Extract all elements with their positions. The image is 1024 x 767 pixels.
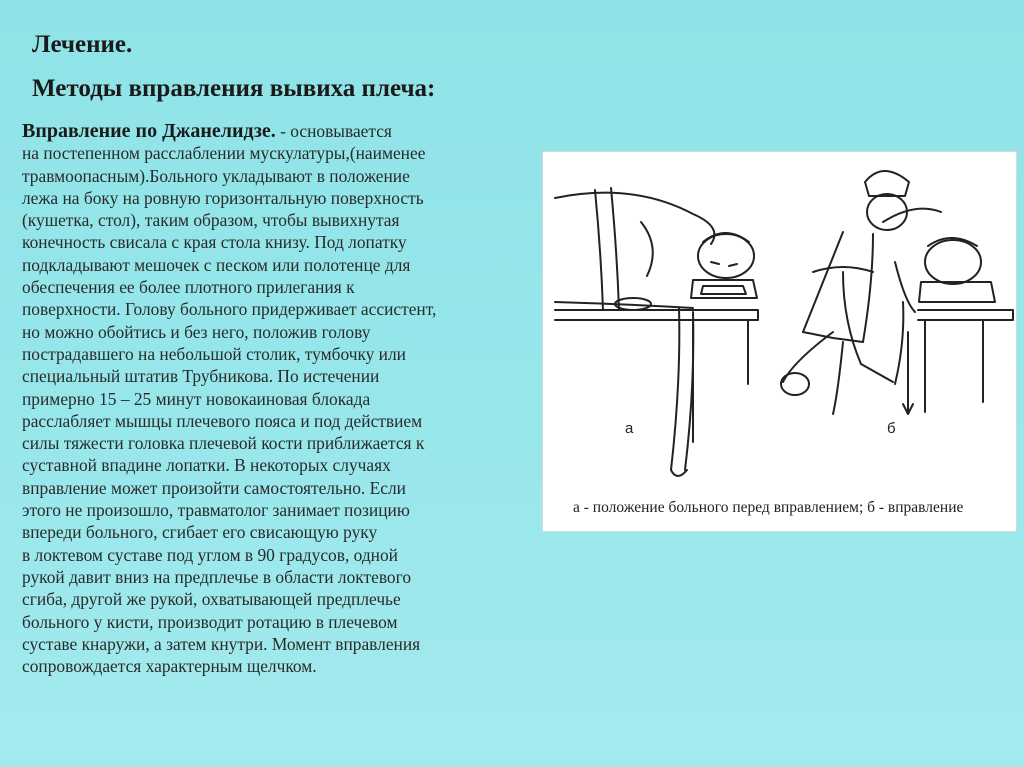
text-line: суставной впадине лопатки. В некоторых случаях (22, 455, 391, 476)
text-line: сопровождается характерным щелчком. (22, 656, 317, 677)
text-line: пострадавшего на небольшой столик, тумбочку или (22, 343, 406, 364)
method-name: Вправление по Джанелидзе. (22, 120, 276, 142)
figure-caption: а - положение больного перед вправлением; б - вправление (573, 499, 964, 516)
panel-a-label: а (625, 420, 634, 437)
text-line: но можно обойтись и без него, положив голову (22, 321, 371, 342)
text-line: (кушетка, стол), таким образом, чтобы вывихнутая (22, 210, 400, 231)
text-line: расслабляет мышцы плечевого пояса и под действием (22, 410, 423, 431)
panel-b-label: б (887, 420, 896, 437)
text-line: больного у кисти, производит ротацию в плечевом (22, 611, 398, 632)
panel-b-doctor-reducing (781, 171, 1013, 414)
text-line: лежа на боку на ровную горизонтальную поверхность (22, 187, 424, 208)
slide-title-line1: Лечение. (32, 31, 133, 58)
text-line: этого не произошло, травматолог занимает позицию (22, 500, 410, 521)
text-line: на постепенном расслаблении мускулатуры,(наименее (22, 143, 426, 164)
method-description (22, 120, 537, 677)
illustration-drawing (543, 152, 1016, 531)
text-line: поверхности. Голову больного придерживает ассистент, (22, 299, 437, 320)
text-line: рукой давит вниз на предплечье в области локтевого (22, 566, 412, 587)
text-line: вправление может произойти самостоятельно. Если (22, 477, 406, 498)
text-line: примерно 15 – 25 минут новокаиновая блокада (22, 388, 371, 409)
text-line: в локтевом суставе под углом в 90 градусов, одной (22, 544, 398, 565)
text-line: силы тяжести головка плечевой кости приближается к (22, 433, 425, 454)
slide-title-line2: Методы вправления вывиха плеча: (32, 75, 436, 102)
text-line: суставе кнаружи, а затем кнутри. Момент вправления (22, 633, 421, 654)
text-line: сгиба, другой же рукой, охватывающей предплечье (22, 589, 401, 610)
reduction-illustration (542, 151, 1017, 532)
text-line: Вправление по Джанелидзе. - основывается (22, 120, 392, 142)
text-line: подкладывают мешочек с песком или полотенце для (22, 254, 411, 275)
text-line: травмоопасным).Больного укладывают в положение (22, 165, 410, 186)
text-line: обеспечения ее более плотного прилегания к (22, 277, 355, 298)
text-line: впереди больного, сгибает его свисающую руку (22, 522, 378, 543)
text-line: конечность свисала с края стола книзу. Под лопатку (22, 232, 407, 253)
text-line: специальный штатив Трубникова. По истечении (22, 366, 380, 387)
panel-a-patient-lying (555, 188, 758, 476)
